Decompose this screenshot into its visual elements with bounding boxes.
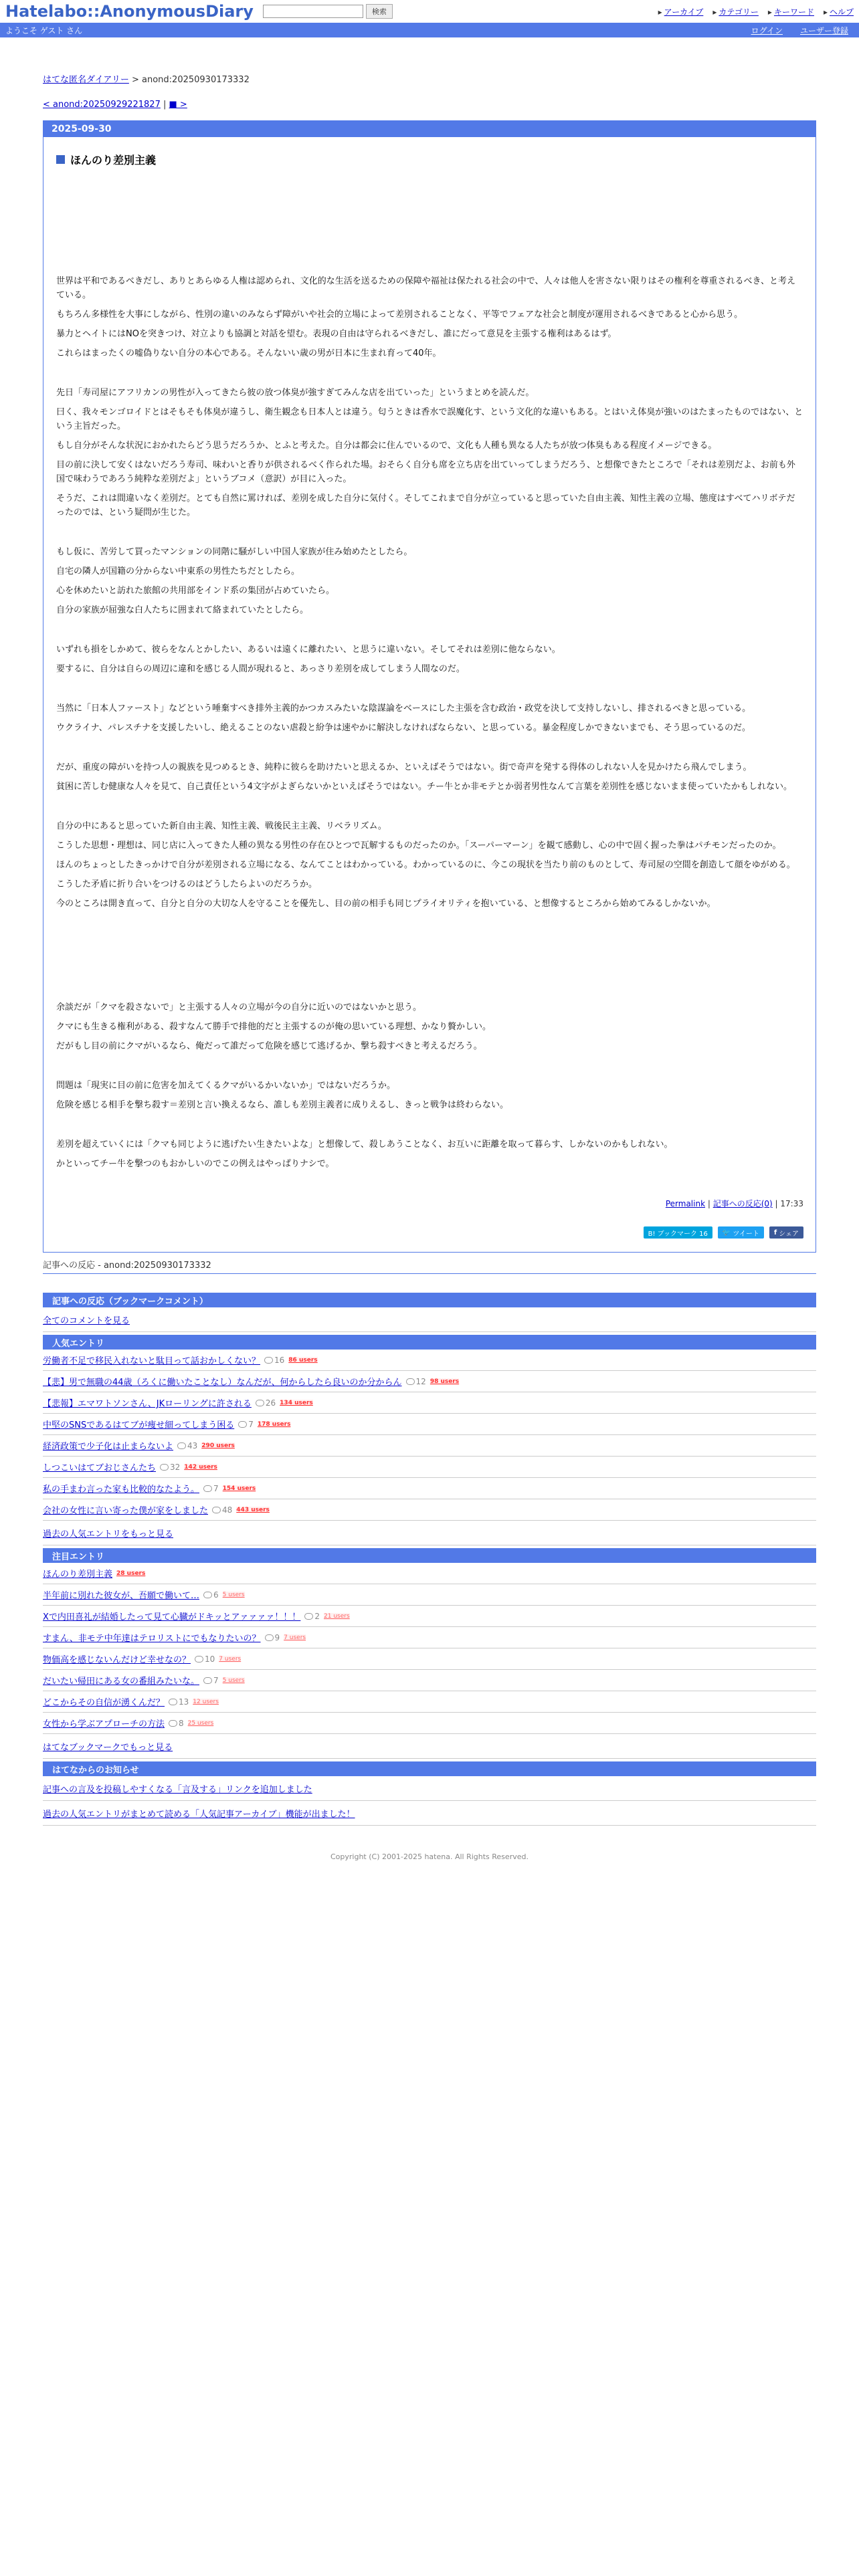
search-form (263, 4, 393, 19)
comment-bubble-icon (212, 1507, 221, 1513)
entry-row (43, 1563, 816, 1584)
twitter-bird-icon: 🐦 (722, 1228, 731, 1237)
entry-row (43, 1606, 816, 1627)
paragraph: もし自分がそんな状況におかれたらどう思うだろうか、とふと考えた。自分は都会に住んでいるので、文化も人種も異なる人たちが放つ体臭もある程度イメージできる。 (56, 441, 717, 451)
comment-count: 7 (238, 1420, 254, 1429)
comment-bubble-icon (264, 1357, 273, 1364)
comment-bubble-icon (160, 1464, 169, 1471)
comment-bubble-icon (203, 1485, 212, 1492)
article-title: ほんのり差別主義 (70, 154, 157, 167)
search-button[interactable]: 検索 (366, 4, 393, 19)
nav-sep: | (160, 100, 169, 110)
paragraph: 差別を超えていくには「クマも同じように逃げたい生きたいよな」と想像して、殺しあうことなく、お互いに距離を取って暮らす、しかないのかもしれない。 (56, 1140, 673, 1150)
bookmark-users-badge[interactable]: 443 users (236, 1506, 270, 1513)
breadcrumb-current: anond:20250930173332 (142, 75, 250, 85)
paragraph: 自分の中にあると思っていた新自由主義、知性主義、戦後民主主義、リベラリズム。 (56, 821, 387, 831)
comment-count: 8 (169, 1719, 184, 1728)
paragraph: これらはまったくの嘘偽りない自分の本心である。そんないい歳の男が日本に生まれ育って40年。 (56, 348, 442, 358)
comment-count: 43 (177, 1441, 197, 1451)
entry-row (43, 1371, 816, 1392)
welcome-bar (0, 23, 859, 37)
popular-more-link[interactable]: 過去の人気エントリをもっと見る (43, 1529, 174, 1539)
facebook-f-icon: f (773, 1228, 777, 1237)
entry-link[interactable]: 【悲報】エマワトソンさん、JKローリングに許される (43, 1399, 252, 1409)
entry-link[interactable]: しつこいはてブおじさんたち (43, 1463, 157, 1473)
popular-more (43, 1521, 816, 1545)
bookmark-users-badge[interactable]: 25 users (187, 1719, 214, 1727)
register-link[interactable]: ユーザー登録 (799, 25, 848, 35)
comment-bubble-icon (195, 1656, 203, 1662)
paragraph: こうした思想・理想は、同じ店に入ってきた人種の異なる男性の存在ひとつで瓦解するものだったのか。「スーパーマーン」を観て感動し、心の中で固く握った拳はパチモンだったのか。 (56, 841, 781, 851)
paragraph: 今のところは開き直って、自分と自分の大切な人を守ることを優先し、目の前の相手も同じプライオリティを抱いている、と想像するところから始めてみるしかないか。 (56, 899, 716, 909)
comment-count: 16 (264, 1356, 284, 1365)
share-buttons (56, 1226, 803, 1239)
news-item (43, 1776, 816, 1801)
paragraph: もし仮に、苦労して買ったマンションの同階に騒がしい中国人家族が住み始めたとしたら。 (56, 547, 413, 557)
prev-entry-link[interactable]: < anond:20250929221827 (43, 100, 161, 110)
entry-link[interactable]: 半年前に別れた彼女が、吾願で働いて… (43, 1591, 200, 1601)
paragraph: クマにも生きる権利がある、殺すなんて勝手で排他的だと主張するのが俺の思いている理想、かなり贅かしい。 (56, 1022, 492, 1032)
comment-count: 6 (203, 1590, 219, 1600)
paragraph: かといってチー牛を撃つのもおかしいのでこの例えはやっぱりナシで。 (56, 1159, 335, 1169)
bookmark-users-badge[interactable]: 178 users (257, 1420, 291, 1428)
entry-link[interactable]: Xで内田喜礼が結婚したって見て心臓がドキッとアァァァァ！！！ (43, 1612, 301, 1622)
entry-link[interactable]: 労働者不足で移民入れないと駄目って話おかしくない？ (43, 1356, 261, 1366)
popular-bar: 人気エントリ (43, 1335, 816, 1350)
welcome-text: ようこそ ゲスト さん (5, 25, 83, 35)
comment-count: 26 (256, 1398, 276, 1408)
paragraph: だが、重度の障がいを持つ人の親族を見つめるとき、純粋に彼らを助けたいと思えるか、といえばそうではない。街で奇声を発する得体のしれない人を見かけたら飛んでしまう。 (56, 762, 752, 772)
paragraph: 貧困に苦しむ健康な人々を見て、自己責任という4文字がよぎらないかといえばそうではない。チー牛とか非モテとか弱者男性なんて言葉を差別性を感じないまま使っていたかもしれない。 (56, 782, 793, 792)
bookmark-users-badge[interactable]: 5 users (222, 1677, 245, 1684)
day-box (43, 120, 816, 1253)
comment-count: 12 (406, 1377, 426, 1386)
bookmark-users-badge[interactable]: 5 users (222, 1591, 245, 1598)
site-logo[interactable]: Hatelabo::AnonymousDiary (5, 2, 254, 21)
entry-link[interactable]: 会社の女性に言い寄った僕が家をしました (43, 1506, 209, 1516)
entry-link[interactable]: すまん、非モテ中年達はテロリストにでもなりたいの？ (43, 1634, 261, 1644)
comment-bubble-icon (406, 1378, 415, 1385)
paragraph: 問題は「現実に目の前に危害を加えてくるクマがいるかいないか」ではないだろうか。 (56, 1081, 396, 1091)
paragraph: だがもし目の前にクマがいるなら、俺だって誰だって危険を感じて逃げるか、撃ち殺すべきと考えるだろう。 (56, 1041, 482, 1051)
paragraph: 危険を感じる相手を撃ち殺す＝差別と言い換えるなら、誰しも差別主義者に成りえるし、きっと戦争は終わらない。 (56, 1100, 509, 1110)
notable-list (43, 1563, 816, 1734)
comment-count: 7 (203, 1676, 219, 1685)
copyright: Copyright (C) 2001-2025 hatena. All Rights Reserved. (330, 1852, 529, 1861)
comment-count: 9 (265, 1633, 280, 1642)
paragraph: 目の前に決して安くはないだろう寿司、味わいと香りが供されるべく作られた場。おそらく自分も席を立ち店を出ていってしまうだろう、と想像できたところで「それは差別だよ、お前も外国で味わうであろう純粋な差別だよ」というブコメ（意訳）が目に入った。 (56, 460, 795, 484)
breadcrumb (43, 72, 816, 85)
bookmark-users-badge[interactable]: 134 users (280, 1399, 313, 1406)
category-link[interactable]: ▸ カテゴリー (712, 6, 759, 17)
comment-bubble-icon (256, 1400, 264, 1406)
comment-count: 48 (212, 1505, 232, 1515)
comment-bubble-icon (203, 1592, 212, 1598)
comment-count: 2 (304, 1612, 320, 1621)
entry-link[interactable]: 【悲】男で無職の44歳（ろくに働いたことなし）なんだが、何からしたら良いのか分からん (43, 1378, 402, 1388)
tweet-button[interactable]: 🐦 ツイート (718, 1226, 764, 1239)
paragraph: 曰く、我々モンゴロイドとはそもそも体臭が違うし、衛生観念も日本人とは違う。匂うときは香水で誤魔化す、という文化的な違いもある。とはいえ体臭が強いのはたまったものではない、という主旨だった。 (56, 407, 803, 431)
entry-row (43, 1435, 816, 1457)
entry-nav (43, 100, 816, 110)
all-comments-link[interactable]: 全てのコメントを見る (43, 1316, 130, 1326)
paragraph: ほんのちょっとしたきっかけで自分が差別される立場になる、なんてことはわかっている。わかっているのに、今この現状を当たり前のものとして、寿司屋の空間を創造して顔をゆがめる。 (56, 860, 795, 870)
paragraph: 自宅の隣人が国籍の分からない中東系の男性たちだとしたら。 (56, 566, 300, 576)
news-link[interactable]: 記事への言及を投稿しやすくなる「言及する」リンクを追加しました (43, 1785, 312, 1795)
comment-bubble-icon (169, 1720, 177, 1727)
archive-link[interactable]: ▸ アーカイブ (658, 6, 704, 17)
entry-link[interactable]: 経済政策で少子化は止まらないよ (43, 1442, 174, 1452)
comment-count: 7 (203, 1484, 219, 1493)
all-comments (43, 1307, 816, 1332)
paragraph: 先日「寿司屋にアフリカンの男性が入ってきたら彼の放つ体臭が強すぎてみんな店を出ていった」というまとめを読んだ。 (56, 388, 535, 398)
paragraph: 要するに、自分は自らの周辺に違和を感じる人間が現れると、あっさり差別を成してしまう人間なのだ。 (56, 664, 465, 674)
entry-row (43, 1350, 816, 1371)
post-time: 17:33 (780, 1199, 803, 1208)
header-links (658, 6, 854, 17)
article-body (56, 274, 803, 1171)
paragraph: そうだ、これは間違いなく差別だ。とても自然に罵ければ、差別を成した自分に気付く。そしてこれまで自分が立っていると思っていた自由主義、知性主義の立場、態度はすべてハリボテだったのでは、という疑問が生じた。 (56, 494, 795, 518)
popular-list (43, 1350, 816, 1521)
paragraph: ウクライナ、パレスチナを支援したいし、絶えることのない虐殺と紛争は速やかに解決しなければならない、と思っている。暴金程度しかできないまでも、そう思っているのだ。 (56, 723, 751, 733)
reaction-count-link[interactable]: 記事への反応(0) (712, 1199, 773, 1208)
entry-link[interactable]: 物価高を感じないんだけど幸せなの？ (43, 1655, 191, 1665)
bookmark-users-badge[interactable]: 98 users (430, 1378, 460, 1385)
search-input[interactable] (263, 5, 363, 18)
news-item (43, 1801, 816, 1826)
article-footer: Permalink | 記事への反応(0) | 17:33 (665, 1199, 803, 1208)
bookmark-users-badge[interactable]: 28 users (116, 1570, 146, 1577)
entry-link[interactable]: 中堅のSNSであるはてブが痩せ細ってしまう困る (43, 1420, 235, 1430)
paragraph: 世界は平和であるべきだし、ありとあらゆる人権は認められ、文化的な生活を送るための保障や福祉は保たれる社会の中で、人々は他人を害さない限りはその権利を尊重されるべき、と考えている。 (56, 276, 796, 300)
comment-count: 10 (195, 1654, 215, 1664)
entry-row (43, 1414, 816, 1435)
entry-link[interactable]: 私の手まわ言った家も比較的なたよう。 (43, 1485, 200, 1495)
bookmark-users-badge[interactable]: 86 users (288, 1356, 318, 1364)
notable-bar: 注目エントリ (43, 1548, 816, 1563)
comment-bubble-icon (177, 1442, 186, 1449)
comment-bubble-icon (238, 1421, 247, 1428)
breadcrumb-home[interactable]: はてな匿名ダイアリー (43, 75, 129, 85)
paragraph: いずれも損をしかめて、彼らをなんとかしたい、あるいは遠くに離れたい、と思うに違いない。そしてそれは差別に他ならない。 (56, 645, 561, 655)
paragraph: 心を休めたいと訪れた旅館の共用部をインド系の集団が占めていたら。 (56, 586, 335, 596)
notable-more (43, 1734, 816, 1759)
article-title-row (56, 152, 803, 167)
comment-bubble-icon (203, 1677, 212, 1684)
entry-row (43, 1648, 816, 1670)
news-bar: はてなからのお知らせ (43, 1761, 816, 1776)
bookmark-users-badge[interactable]: 290 users (201, 1442, 235, 1449)
article-section (43, 137, 816, 1252)
comment-bubble-icon (304, 1613, 313, 1620)
news-link[interactable]: 過去の人気エントリがまとめて読める「人気記事アーカイブ」機能が出ました！ (43, 1810, 355, 1820)
paragraph: もちろん多様性を大事にしながら、性別の違いのみならず障がいや社会的立場によって差別されることなく、平等でフェアな社会と制度が運用されるべきであると心から思う。 (56, 310, 743, 320)
bookmark-users-badge[interactable]: 12 users (193, 1698, 219, 1705)
entry-row (43, 1457, 816, 1478)
comment-bubble-icon (265, 1634, 274, 1641)
day-date: 2025-09-30 (43, 121, 816, 137)
notable-more-link[interactable]: はてなブックマークでもっと見る (43, 1743, 173, 1753)
facebook-share-button[interactable]: f シェア (769, 1226, 803, 1239)
paragraph: 自分の家族が屈強な白人たちに囲まれて絡まれていたとしたら。 (56, 605, 309, 615)
entry-row (43, 1713, 816, 1734)
entry-row (43, 1392, 816, 1414)
comments-bar: 記事への反応（ブックマークコメント） (43, 1293, 816, 1307)
paragraph: 余談だが「クマを殺さないで」と主張する人々の立場が今の自分に近いのではないかと思う。 (56, 1002, 422, 1012)
bookmark-users-badge[interactable]: 21 users (324, 1612, 350, 1620)
next-entry-link[interactable]: ■ > (169, 100, 187, 110)
reaction-heading: 記事への反応 - anond:20250930173332 (43, 1258, 816, 1274)
main-content (0, 37, 859, 1861)
bookmark-users-badge[interactable]: 7 users (284, 1634, 306, 1641)
entry-row (43, 1691, 816, 1713)
permalink[interactable]: Permalink (665, 1199, 706, 1208)
comment-bubble-icon (169, 1699, 177, 1705)
bookmark-users-badge[interactable]: 154 users (222, 1485, 256, 1492)
paragraph: 暴力とヘイトにはNOを突きつけ、対立よりも協調と対話を望む。表現の自由は守られるべきだし、誰にだって意見を主張する権利はあるはず。 (56, 329, 617, 339)
paragraph: 当然に「日本人ファースト」などという唾棄すべき排外主義的かつカスみたいな陰謀論をベースにした主張を含む政治・政党を決して支持しないし、排されるべきと思っている。 (56, 704, 751, 714)
hatena-bookmark-button[interactable]: B! ブックマーク 16 (644, 1226, 712, 1239)
entry-row (43, 1584, 816, 1606)
entry-row (43, 1499, 816, 1521)
bookmark-users-badge[interactable]: 142 users (184, 1463, 217, 1471)
keyword-link[interactable]: ▸ キーワード (768, 6, 814, 17)
top-bar (0, 0, 859, 23)
entry-row (43, 1478, 816, 1499)
entry-link[interactable]: ほんのり差別主義 (43, 1570, 113, 1580)
entry-link[interactable]: どこからその自信が湧くんだ？ (43, 1698, 165, 1708)
comment-count: 13 (169, 1697, 189, 1707)
help-link[interactable]: ▸ ヘルプ (824, 6, 854, 17)
entry-link[interactable]: 女性から学ぶアプローチの方法 (43, 1719, 165, 1729)
login-link[interactable]: ログイン (751, 25, 783, 35)
paragraph: こうした矛盾に折り合いをつけるのはどうしたらよいのだろうか。 (56, 879, 318, 889)
bookmark-users-badge[interactable]: 7 users (219, 1655, 242, 1662)
entry-link[interactable]: だいたい帰田にある女の番組みたいな。 (43, 1677, 200, 1687)
entry-row (43, 1670, 816, 1691)
entry-row (43, 1627, 816, 1648)
breadcrumb-sep: > (128, 75, 142, 85)
comment-count: 32 (160, 1463, 180, 1472)
title-square-icon (56, 155, 65, 164)
